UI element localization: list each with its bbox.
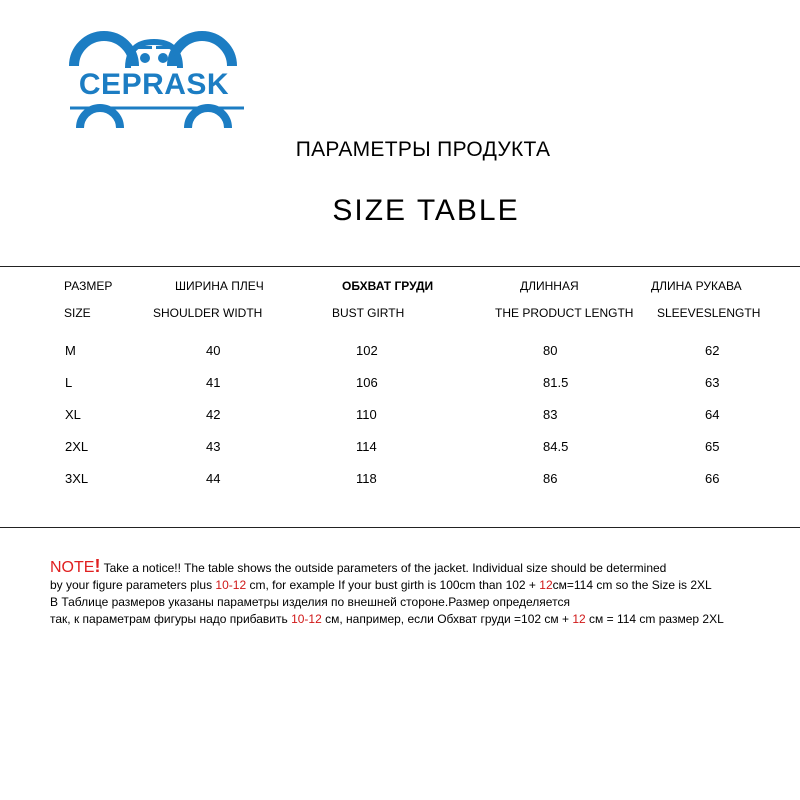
table-cell-size: 2XL (65, 439, 89, 454)
column-header-size-en: SIZE (64, 306, 91, 320)
column-header-length-en: THE PRODUCT LENGTH (495, 306, 634, 320)
table-cell-shoulder: 44 (206, 471, 221, 486)
note-line-2 (50, 577, 724, 594)
column-header-length-ru: ДЛИННАЯ (520, 279, 579, 293)
note-exclamation: ! (94, 556, 101, 576)
note-highlight: 12 (539, 578, 553, 592)
table-cell-bust: 114 (356, 439, 377, 454)
column-header-sleeve-ru: ДЛИНА РУКАВА (651, 279, 742, 293)
table-cell-bust: 106 (356, 375, 378, 390)
note-text: см = 114 cm размер 2XL (585, 612, 724, 626)
table-cell-shoulder: 42 (206, 407, 221, 422)
column-header-shoulder-ru: ШИРИНА ПЛЕЧ (175, 279, 264, 293)
note-line-1 (50, 558, 724, 577)
note-highlight: 12 (572, 612, 586, 626)
table-cell-length: 86 (543, 471, 558, 486)
note-text-3: В Таблице размеров указаны параметры изделия по внешней стороне.Размер определяется (50, 595, 570, 609)
table-bottom-divider (0, 527, 800, 528)
table-cell-shoulder: 41 (206, 375, 221, 390)
page-title-russian: ПАРАМЕТРЫ ПРОДУКТА (295, 138, 551, 161)
table-cell-size: 3XL (65, 471, 89, 486)
table-top-divider (0, 266, 800, 267)
size-note (50, 558, 724, 628)
table-cell-length: 84.5 (543, 439, 569, 454)
column-header-bust-ru: ОБХВАТ ГРУДИ (342, 279, 434, 293)
table-cell-shoulder: 40 (206, 343, 221, 358)
table-cell-bust: 110 (356, 407, 377, 422)
note-line-4 (50, 611, 724, 628)
table-cell-size: L (65, 375, 73, 390)
note-label: NOTE (50, 559, 95, 576)
column-header-shoulder-en: SHOULDER WIDTH (153, 306, 263, 320)
table-cell-size: XL (65, 407, 81, 422)
note-text: так, к параметрам фигуры надо прибавить (50, 612, 292, 626)
table-cell-bust: 102 (356, 343, 378, 358)
column-header-bust-en: BUST GIRTH (332, 306, 405, 320)
table-cell-length: 80 (543, 343, 558, 358)
table-cell-bust: 118 (356, 471, 377, 486)
table-cell-sleeve: 66 (705, 471, 720, 486)
note-text: cm, for example If your bust girth is 100cm than 102 + (246, 578, 540, 592)
table-cell-sleeve: 65 (705, 439, 720, 454)
note-text-1: Take a notice!! The table shows the outside parameters of the jacket. Individual size should be determined (100, 561, 667, 575)
note-text: by your figure parameters plus (50, 578, 216, 592)
table-cell-sleeve: 62 (705, 343, 720, 358)
note-highlight: 10-12 (215, 578, 247, 592)
page-title: SIZE TABLE (332, 194, 520, 227)
column-header-sleeve-en: SLEEVESLENGTH (657, 306, 761, 320)
table-cell-shoulder: 43 (206, 439, 221, 454)
table-cell-size: M (65, 343, 76, 358)
note-highlight: 10-12 (291, 612, 322, 626)
table-cell-length: 83 (543, 407, 558, 422)
table-cell-sleeve: 63 (705, 375, 720, 390)
note-text: cм=114 cm so the Size is 2XL (552, 578, 712, 592)
table-cell-sleeve: 64 (705, 407, 720, 422)
note-line-3 (50, 594, 724, 611)
column-header-size-ru: РАЗМЕР (64, 279, 113, 293)
note-text: см, например, если Обхват груди =102 см + (321, 612, 573, 626)
table-cell-length: 81.5 (543, 375, 569, 390)
brand-name: CEPRASK (78, 68, 230, 101)
